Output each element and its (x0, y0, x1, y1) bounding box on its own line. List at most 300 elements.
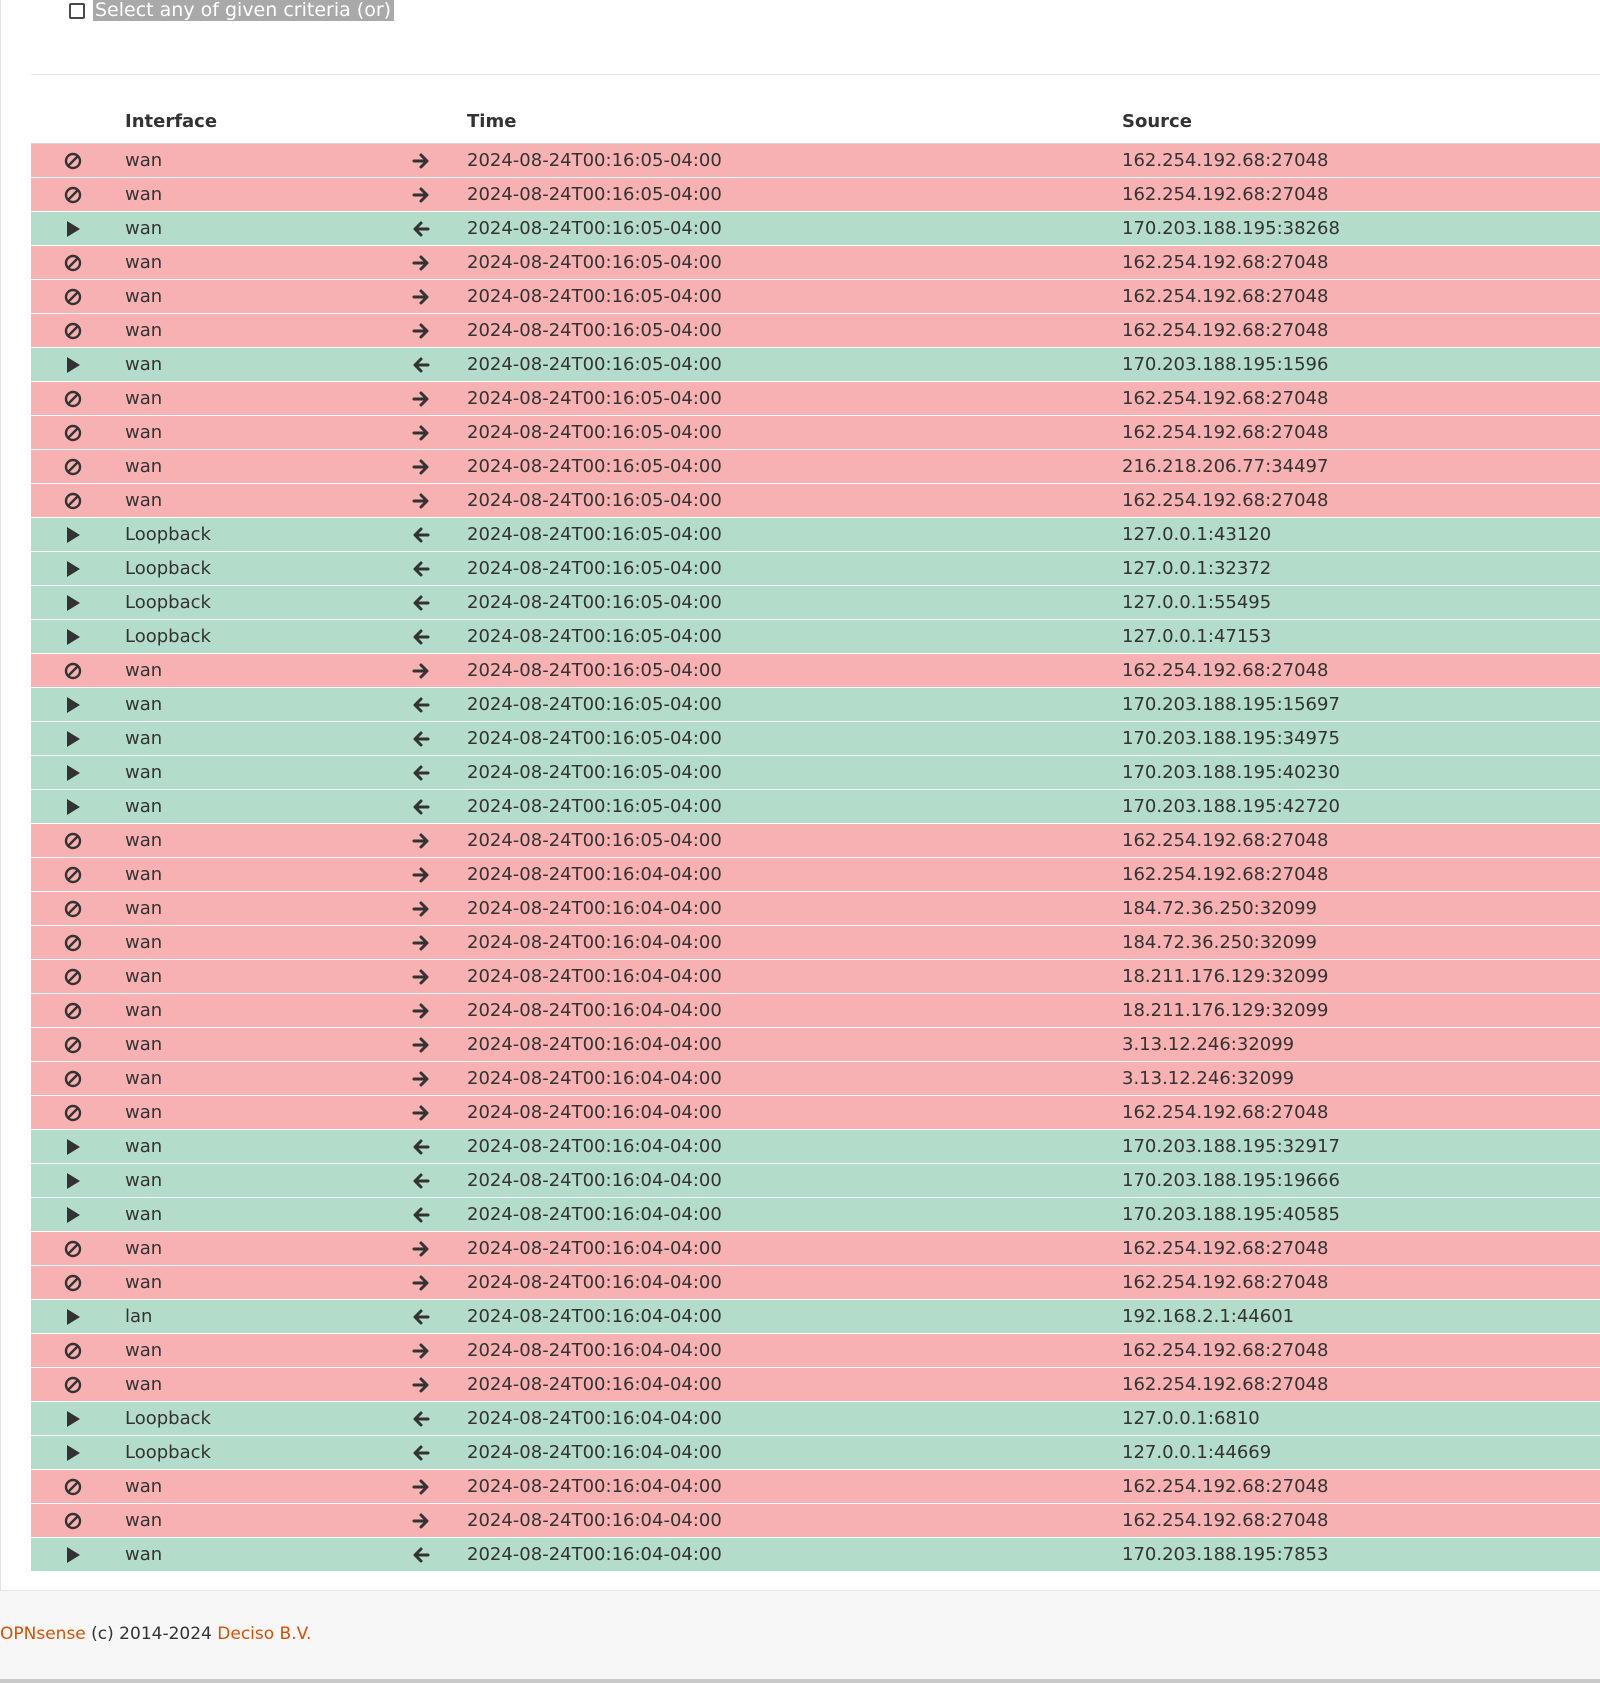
table-row[interactable] (31, 1232, 1600, 1266)
time-cell: 2024-08-24T00:16:04-04:00 (467, 1504, 1122, 1538)
footer-company-link[interactable]: Deciso B.V. (217, 1624, 312, 1644)
time-cell: 2024-08-24T00:16:04-04:00 (467, 1232, 1122, 1266)
time-cell: 2024-08-24T00:16:04-04:00 (467, 1334, 1122, 1368)
ban-icon (63, 1340, 83, 1361)
time-cell: 2024-08-24T00:16:04-04:00 (467, 994, 1122, 1028)
time-cell: 2024-08-24T00:16:05-04:00 (467, 450, 1122, 484)
firewall-log-table (31, 99, 1600, 1571)
source-cell: 170.203.188.195:32917 (1122, 1130, 1600, 1164)
action-cell (31, 1028, 125, 1062)
arrow-right-icon (411, 388, 431, 409)
action-cell (31, 382, 125, 416)
action-cell (31, 1232, 125, 1266)
action-cell (31, 892, 125, 926)
source-cell: 170.203.188.195:40585 (1122, 1198, 1600, 1232)
time-cell: 2024-08-24T00:16:05-04:00 (467, 824, 1122, 858)
source-cell: 170.203.188.195:1596 (1122, 348, 1600, 382)
time-cell: 2024-08-24T00:16:04-04:00 (467, 1096, 1122, 1130)
arrow-right-icon (411, 864, 431, 885)
arrow-right-icon (411, 490, 431, 511)
table-row[interactable] (31, 484, 1600, 518)
direction-cell (383, 960, 467, 994)
source-cell: 162.254.192.68:27048 (1122, 178, 1600, 212)
interface-cell: wan (125, 246, 383, 280)
ban-icon (63, 660, 83, 681)
arrow-left-icon (411, 762, 431, 783)
action-cell (31, 1436, 125, 1470)
ban-icon (63, 456, 83, 477)
action-cell (31, 858, 125, 892)
direction-cell (383, 246, 467, 280)
time-cell: 2024-08-24T00:16:04-04:00 (467, 1130, 1122, 1164)
table-row[interactable] (31, 1504, 1600, 1538)
action-cell (31, 756, 125, 790)
time-cell: 2024-08-24T00:16:04-04:00 (467, 1062, 1122, 1096)
table-row[interactable] (31, 348, 1600, 382)
table-row[interactable] (31, 1266, 1600, 1300)
action-cell (31, 824, 125, 858)
source-cell: 127.0.0.1:55495 (1122, 586, 1600, 620)
criteria-label: Select any of given criteria (or) (93, 0, 394, 21)
direction-cell (383, 484, 467, 518)
action-cell (31, 178, 125, 212)
ban-icon (63, 286, 83, 307)
log-body (31, 144, 1600, 1572)
table-row[interactable] (31, 620, 1600, 654)
time-cell: 2024-08-24T00:16:05-04:00 (467, 212, 1122, 246)
source-cell: 3.13.12.246:32099 (1122, 1028, 1600, 1062)
source-cell: 170.203.188.195:15697 (1122, 688, 1600, 722)
interface-cell: wan (125, 1096, 383, 1130)
source-cell: 162.254.192.68:27048 (1122, 280, 1600, 314)
time-cell: 2024-08-24T00:16:04-04:00 (467, 1368, 1122, 1402)
action-cell (31, 1266, 125, 1300)
source-cell: 162.254.192.68:27048 (1122, 484, 1600, 518)
arrow-right-icon (411, 320, 431, 341)
action-cell (31, 1096, 125, 1130)
time-cell: 2024-08-24T00:16:05-04:00 (467, 722, 1122, 756)
header-source[interactable]: Source (1122, 99, 1600, 144)
table-row[interactable] (31, 1062, 1600, 1096)
interface-cell: wan (125, 824, 383, 858)
ban-icon (63, 422, 83, 443)
ban-icon (63, 1374, 83, 1395)
action-cell (31, 1062, 125, 1096)
table-row[interactable] (31, 382, 1600, 416)
interface-cell: wan (125, 1334, 383, 1368)
ban-icon (63, 932, 83, 953)
source-cell: 127.0.0.1:44669 (1122, 1436, 1600, 1470)
direction-cell (383, 620, 467, 654)
direction-cell (383, 382, 467, 416)
play-icon (63, 1544, 83, 1565)
time-cell: 2024-08-24T00:16:05-04:00 (467, 518, 1122, 552)
table-row[interactable] (31, 1538, 1600, 1572)
action-cell (31, 1402, 125, 1436)
interface-cell: wan (125, 1232, 383, 1266)
table-row[interactable] (31, 688, 1600, 722)
action-cell (31, 1334, 125, 1368)
action-cell (31, 722, 125, 756)
table-row[interactable] (31, 178, 1600, 212)
play-icon (63, 1170, 83, 1191)
ban-icon (63, 1102, 83, 1123)
time-cell: 2024-08-24T00:16:04-04:00 (467, 1538, 1122, 1572)
arrow-left-icon (411, 1204, 431, 1225)
interface-cell: wan (125, 790, 383, 824)
time-cell: 2024-08-24T00:16:04-04:00 (467, 1266, 1122, 1300)
page-left-border (0, 0, 1, 1590)
action-cell (31, 416, 125, 450)
source-cell: 127.0.0.1:43120 (1122, 518, 1600, 552)
source-cell: 162.254.192.68:27048 (1122, 246, 1600, 280)
table-row[interactable] (31, 1028, 1600, 1062)
direction-cell (383, 1266, 467, 1300)
direction-cell (383, 858, 467, 892)
interface-cell: wan (125, 450, 383, 484)
arrow-right-icon (411, 184, 431, 205)
ban-icon (63, 1000, 83, 1021)
time-cell: 2024-08-24T00:16:05-04:00 (467, 348, 1122, 382)
header-time[interactable]: Time (467, 99, 1122, 144)
time-cell: 2024-08-24T00:16:05-04:00 (467, 416, 1122, 450)
interface-cell: Loopback (125, 1436, 383, 1470)
source-cell: 162.254.192.68:27048 (1122, 1504, 1600, 1538)
header-action (31, 99, 125, 144)
action-cell (31, 1198, 125, 1232)
arrow-right-icon (411, 660, 431, 681)
direction-cell (383, 926, 467, 960)
action-cell (31, 144, 125, 178)
ban-icon (63, 150, 83, 171)
footer-text (0, 1624, 311, 1644)
time-cell: 2024-08-24T00:16:05-04:00 (467, 382, 1122, 416)
footer-brand-link[interactable]: OPNsense (0, 1624, 86, 1644)
play-icon (63, 728, 83, 749)
source-cell: 162.254.192.68:27048 (1122, 1368, 1600, 1402)
interface-cell: wan (125, 1062, 383, 1096)
time-cell: 2024-08-24T00:16:04-04:00 (467, 1028, 1122, 1062)
interface-cell: Loopback (125, 552, 383, 586)
criteria-checkbox[interactable] (69, 3, 85, 19)
table-row[interactable] (31, 416, 1600, 450)
source-cell: 18.211.176.129:32099 (1122, 994, 1600, 1028)
direction-cell (383, 348, 467, 382)
action-cell (31, 620, 125, 654)
interface-cell: wan (125, 1028, 383, 1062)
ban-icon (63, 320, 83, 341)
interface-cell: lan (125, 1300, 383, 1334)
direction-cell (383, 314, 467, 348)
play-icon (63, 1204, 83, 1225)
source-cell: 162.254.192.68:27048 (1122, 144, 1600, 178)
interface-cell: wan (125, 280, 383, 314)
source-cell: 170.203.188.195:42720 (1122, 790, 1600, 824)
source-cell: 162.254.192.68:27048 (1122, 824, 1600, 858)
table-row[interactable] (31, 144, 1600, 178)
time-cell: 2024-08-24T00:16:04-04:00 (467, 1402, 1122, 1436)
interface-cell: wan (125, 688, 383, 722)
direction-cell (383, 994, 467, 1028)
action-cell (31, 1300, 125, 1334)
play-icon (63, 524, 83, 545)
ban-icon (63, 830, 83, 851)
time-cell: 2024-08-24T00:16:05-04:00 (467, 620, 1122, 654)
ban-icon (63, 252, 83, 273)
action-cell (31, 790, 125, 824)
action-cell (31, 994, 125, 1028)
arrow-right-icon (411, 150, 431, 171)
arrow-right-icon (411, 966, 431, 987)
time-cell: 2024-08-24T00:16:05-04:00 (467, 314, 1122, 348)
play-icon (63, 354, 83, 375)
interface-cell: wan (125, 1504, 383, 1538)
play-icon (63, 592, 83, 613)
footer-copyright: (c) 2014-2024 (91, 1624, 212, 1644)
direction-cell (383, 450, 467, 484)
interface-cell: Loopback (125, 586, 383, 620)
arrow-right-icon (411, 1238, 431, 1259)
arrow-right-icon (411, 932, 431, 953)
direction-cell (383, 1300, 467, 1334)
table-row[interactable] (31, 892, 1600, 926)
ban-icon (63, 1034, 83, 1055)
action-cell (31, 212, 125, 246)
source-cell: 162.254.192.68:27048 (1122, 858, 1600, 892)
arrow-left-icon (411, 1544, 431, 1565)
action-cell (31, 1164, 125, 1198)
source-cell: 3.13.12.246:32099 (1122, 1062, 1600, 1096)
table-row[interactable] (31, 246, 1600, 280)
direction-cell (383, 756, 467, 790)
direction-cell (383, 212, 467, 246)
time-cell: 2024-08-24T00:16:04-04:00 (467, 1436, 1122, 1470)
direction-cell (383, 178, 467, 212)
ban-icon (63, 490, 83, 511)
direction-cell (383, 518, 467, 552)
source-cell: 162.254.192.68:27048 (1122, 654, 1600, 688)
arrow-right-icon (411, 1340, 431, 1361)
play-icon (63, 796, 83, 817)
interface-cell: wan (125, 1266, 383, 1300)
table-row[interactable] (31, 858, 1600, 892)
table-row[interactable] (31, 1470, 1600, 1504)
arrow-left-icon (411, 728, 431, 749)
action-cell (31, 1470, 125, 1504)
ban-icon (63, 388, 83, 409)
direction-cell (383, 790, 467, 824)
table-row[interactable] (31, 926, 1600, 960)
divider (31, 74, 1600, 75)
table-row[interactable] (31, 790, 1600, 824)
direction-cell (383, 144, 467, 178)
action-cell (31, 450, 125, 484)
interface-cell: Loopback (125, 620, 383, 654)
source-cell: 162.254.192.68:27048 (1122, 314, 1600, 348)
table-row[interactable] (31, 586, 1600, 620)
interface-cell: wan (125, 1470, 383, 1504)
action-cell (31, 960, 125, 994)
arrow-right-icon (411, 1102, 431, 1123)
arrow-left-icon (411, 694, 431, 715)
criteria-toggle[interactable] (69, 0, 394, 21)
direction-cell (383, 586, 467, 620)
table-row[interactable] (31, 314, 1600, 348)
action-cell (31, 654, 125, 688)
action-cell (31, 348, 125, 382)
action-cell (31, 586, 125, 620)
direction-cell (383, 416, 467, 450)
arrow-right-icon (411, 1374, 431, 1395)
interface-cell: wan (125, 1538, 383, 1572)
source-cell: 170.203.188.195:40230 (1122, 756, 1600, 790)
table-row[interactable] (31, 1334, 1600, 1368)
table-row[interactable] (31, 722, 1600, 756)
play-icon (63, 626, 83, 647)
direction-cell (383, 280, 467, 314)
table-row[interactable] (31, 756, 1600, 790)
direction-cell (383, 1164, 467, 1198)
table-row[interactable] (31, 1402, 1600, 1436)
interface-cell: wan (125, 1130, 383, 1164)
interface-cell: wan (125, 756, 383, 790)
table-row[interactable] (31, 1164, 1600, 1198)
table-row[interactable] (31, 552, 1600, 586)
table-row[interactable] (31, 1096, 1600, 1130)
action-cell (31, 1130, 125, 1164)
footer (0, 1590, 1600, 1683)
arrow-left-icon (411, 524, 431, 545)
interface-cell: wan (125, 892, 383, 926)
action-cell (31, 518, 125, 552)
interface-cell: wan (125, 722, 383, 756)
arrow-left-icon (411, 796, 431, 817)
direction-cell (383, 824, 467, 858)
direction-cell (383, 1334, 467, 1368)
table-row[interactable] (31, 280, 1600, 314)
time-cell: 2024-08-24T00:16:04-04:00 (467, 1198, 1122, 1232)
arrow-left-icon (411, 1136, 431, 1157)
ban-icon (63, 1476, 83, 1497)
action-cell (31, 1538, 125, 1572)
arrow-left-icon (411, 592, 431, 613)
time-cell: 2024-08-24T00:16:05-04:00 (467, 790, 1122, 824)
direction-cell (383, 552, 467, 586)
direction-cell (383, 1130, 467, 1164)
footer-bottom-bar (0, 1679, 1600, 1683)
interface-cell: wan (125, 416, 383, 450)
table-row[interactable] (31, 450, 1600, 484)
table-row[interactable] (31, 994, 1600, 1028)
arrow-left-icon (411, 354, 431, 375)
source-cell: 216.218.206.77:34497 (1122, 450, 1600, 484)
interface-cell: wan (125, 382, 383, 416)
arrow-left-icon (411, 558, 431, 579)
play-icon (63, 1306, 83, 1327)
arrow-right-icon (411, 830, 431, 851)
arrow-right-icon (411, 1510, 431, 1531)
table-row[interactable] (31, 1130, 1600, 1164)
ban-icon (63, 1238, 83, 1259)
table-row[interactable] (31, 1198, 1600, 1232)
table-row[interactable] (31, 212, 1600, 246)
source-cell: 127.0.0.1:47153 (1122, 620, 1600, 654)
table-row[interactable] (31, 654, 1600, 688)
action-cell (31, 246, 125, 280)
interface-cell: wan (125, 1164, 383, 1198)
header-direction (383, 99, 467, 144)
action-cell (31, 1368, 125, 1402)
table-row[interactable] (31, 1436, 1600, 1470)
direction-cell (383, 654, 467, 688)
interface-cell: wan (125, 348, 383, 382)
table-row[interactable] (31, 1368, 1600, 1402)
action-cell (31, 926, 125, 960)
interface-cell: wan (125, 144, 383, 178)
source-cell: 170.203.188.195:38268 (1122, 212, 1600, 246)
action-cell (31, 314, 125, 348)
direction-cell (383, 892, 467, 926)
ban-icon (63, 1272, 83, 1293)
interface-cell: wan (125, 654, 383, 688)
direction-cell (383, 688, 467, 722)
arrow-left-icon (411, 1306, 431, 1327)
direction-cell (383, 1198, 467, 1232)
time-cell: 2024-08-24T00:16:05-04:00 (467, 246, 1122, 280)
arrow-right-icon (411, 252, 431, 273)
time-cell: 2024-08-24T00:16:05-04:00 (467, 144, 1122, 178)
source-cell: 192.168.2.1:44601 (1122, 1300, 1600, 1334)
table-row[interactable] (31, 518, 1600, 552)
arrow-left-icon (411, 1170, 431, 1191)
time-cell: 2024-08-24T00:16:04-04:00 (467, 1300, 1122, 1334)
time-cell: 2024-08-24T00:16:04-04:00 (467, 960, 1122, 994)
action-cell (31, 280, 125, 314)
direction-cell (383, 1538, 467, 1572)
play-icon (63, 1408, 83, 1429)
ban-icon (63, 184, 83, 205)
direction-cell (383, 722, 467, 756)
time-cell: 2024-08-24T00:16:05-04:00 (467, 178, 1122, 212)
time-cell: 2024-08-24T00:16:04-04:00 (467, 858, 1122, 892)
time-cell: 2024-08-24T00:16:04-04:00 (467, 1470, 1122, 1504)
arrow-right-icon (411, 1034, 431, 1055)
play-icon (63, 558, 83, 579)
table-row[interactable] (31, 824, 1600, 858)
interface-cell: wan (125, 1368, 383, 1402)
source-cell: 162.254.192.68:27048 (1122, 382, 1600, 416)
ban-icon (63, 864, 83, 885)
direction-cell (383, 1402, 467, 1436)
arrow-right-icon (411, 1068, 431, 1089)
arrow-left-icon (411, 1408, 431, 1429)
source-cell: 162.254.192.68:27048 (1122, 416, 1600, 450)
header-interface[interactable]: Interface (125, 99, 383, 144)
ban-icon (63, 1068, 83, 1089)
source-cell: 184.72.36.250:32099 (1122, 926, 1600, 960)
arrow-left-icon (411, 626, 431, 647)
interface-cell: wan (125, 926, 383, 960)
time-cell: 2024-08-24T00:16:04-04:00 (467, 926, 1122, 960)
play-icon (63, 218, 83, 239)
interface-cell: wan (125, 960, 383, 994)
table-row[interactable] (31, 1300, 1600, 1334)
direction-cell (383, 1062, 467, 1096)
table-row[interactable] (31, 960, 1600, 994)
direction-cell (383, 1232, 467, 1266)
direction-cell (383, 1504, 467, 1538)
ban-icon (63, 966, 83, 987)
